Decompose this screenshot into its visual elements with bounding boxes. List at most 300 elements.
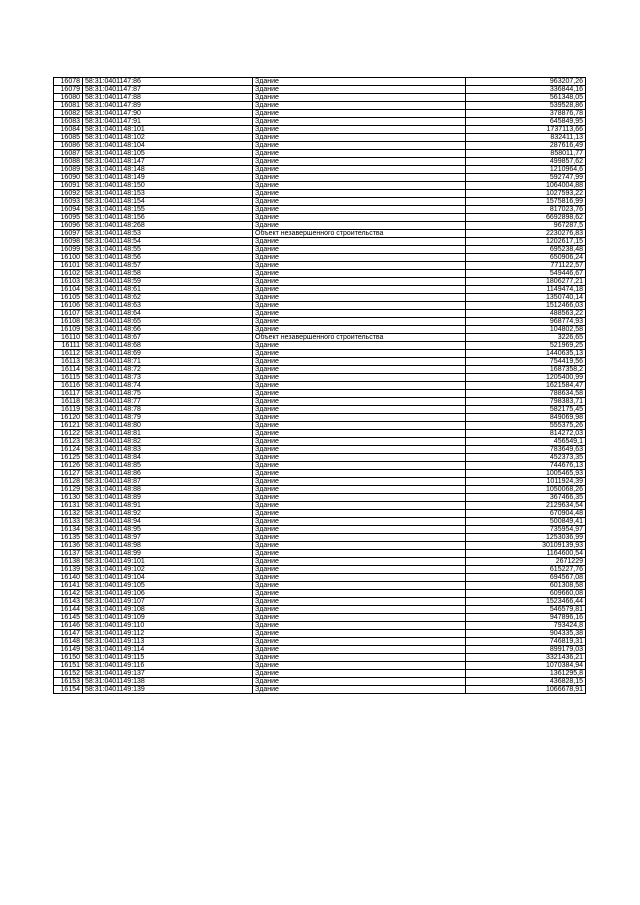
table-row [54, 590, 586, 598]
object-type-cell: Здание [253, 582, 466, 590]
cadastral-number-cell: 58:31:0401148:57 [83, 262, 253, 270]
cadastral-value-cell: 899179,03 [466, 646, 586, 654]
cadastral-value-cell: 735954,97 [466, 526, 586, 534]
row-number-cell: 16099 [54, 246, 83, 254]
table-row [54, 430, 586, 438]
cadastral-number-cell: 58:31:0401149:107 [83, 598, 253, 606]
cadastral-number-cell: 58:31:0401149:114 [83, 646, 253, 654]
row-number-cell: 16112 [54, 350, 83, 358]
row-number-cell: 16147 [54, 630, 83, 638]
cadastral-number-cell: 58:31:0401147:88 [83, 94, 253, 102]
table-row [54, 598, 586, 606]
cadastral-number-cell: 58:31:0401148:101 [83, 126, 253, 134]
table-row [54, 214, 586, 222]
row-number-cell: 16078 [54, 78, 83, 86]
row-number-cell: 16138 [54, 558, 83, 566]
row-number-cell: 16127 [54, 470, 83, 478]
cadastral-value-cell: 1027593,22 [466, 190, 586, 198]
object-type-cell: Здание [253, 622, 466, 630]
object-type-cell: Здание [253, 86, 466, 94]
cadastral-number-cell: 58:31:0401148:67 [83, 334, 253, 342]
table-row [54, 262, 586, 270]
cadastral-value-cell: 1064004,88 [466, 182, 586, 190]
cadastral-number-cell: 58:31:0401148:148 [83, 166, 253, 174]
row-number-cell: 16134 [54, 526, 83, 534]
cadastral-number-cell: 58:31:0401149:113 [83, 638, 253, 646]
table-row [54, 526, 586, 534]
object-type-cell: Здание [253, 630, 466, 638]
table-body [54, 78, 586, 694]
row-number-cell: 16153 [54, 678, 83, 686]
object-type-cell: Здание [253, 422, 466, 430]
row-number-cell: 16125 [54, 454, 83, 462]
row-number-cell: 16109 [54, 326, 83, 334]
cadastral-number-cell: 58:31:0401148:59 [83, 278, 253, 286]
row-number-cell: 16086 [54, 142, 83, 150]
row-number-cell: 16131 [54, 502, 83, 510]
cadastral-value-cell: 1523466,44 [466, 598, 586, 606]
cadastral-value-cell: 1512466,03 [466, 302, 586, 310]
object-type-cell: Здание [253, 590, 466, 598]
cadastral-value-cell: 104802,58 [466, 326, 586, 334]
cadastral-value-cell: 582175,45 [466, 406, 586, 414]
row-number-cell: 16141 [54, 582, 83, 590]
cadastral-value-cell: 798383,71 [466, 398, 586, 406]
cadastral-number-cell: 58:31:0401148:63 [83, 302, 253, 310]
cadastral-number-cell: 58:31:0401148:74 [83, 382, 253, 390]
row-number-cell: 16090 [54, 174, 83, 182]
row-number-cell: 16119 [54, 406, 83, 414]
row-number-cell: 16136 [54, 542, 83, 550]
object-type-cell: Здание [253, 654, 466, 662]
cadastral-number-cell: 58:31:0401147:91 [83, 118, 253, 126]
row-number-cell: 16121 [54, 422, 83, 430]
row-number-cell: 16114 [54, 366, 83, 374]
table-row [54, 678, 586, 686]
table-row [54, 326, 586, 334]
object-type-cell: Здание [253, 558, 466, 566]
table-row [54, 462, 586, 470]
table-row [54, 638, 586, 646]
object-type-cell: Здание [253, 270, 466, 278]
cadastral-number-cell: 58:31:0401149:106 [83, 590, 253, 598]
cadastral-value-cell: 1205400,99 [466, 374, 586, 382]
table-row [54, 518, 586, 526]
row-number-cell: 16088 [54, 158, 83, 166]
object-type-cell: Здание [253, 342, 466, 350]
row-number-cell: 16135 [54, 534, 83, 542]
cadastral-number-cell: 58:31:0401148:69 [83, 350, 253, 358]
cadastral-number-cell: 58:31:0401148:54 [83, 238, 253, 246]
cadastral-value-cell: 1202617,15 [466, 238, 586, 246]
row-number-cell: 16144 [54, 606, 83, 614]
table-row [54, 118, 586, 126]
table-row [54, 86, 586, 94]
cadastral-value-cell: 546579,81 [466, 606, 586, 614]
cadastral-value-cell: 1687358,2 [466, 366, 586, 374]
table-row [54, 198, 586, 206]
table-row [54, 206, 586, 214]
row-number-cell: 16084 [54, 126, 83, 134]
object-type-cell: Здание [253, 286, 466, 294]
table-row [54, 654, 586, 662]
table-row [54, 238, 586, 246]
table-row [54, 302, 586, 310]
row-number-cell: 16132 [54, 510, 83, 518]
table-row [54, 622, 586, 630]
object-type-cell: Здание [253, 670, 466, 678]
cadastral-number-cell: 58:31:0401148:97 [83, 534, 253, 542]
row-number-cell: 16137 [54, 550, 83, 558]
table-row [54, 254, 586, 262]
object-type-cell: Здание [253, 438, 466, 446]
cadastral-value-cell: 858011,77 [466, 150, 586, 158]
cadastral-number-cell: 58:31:0401148:56 [83, 254, 253, 262]
cadastral-number-cell: 58:31:0401148:71 [83, 358, 253, 366]
cadastral-number-cell: 58:31:0401148:156 [83, 214, 253, 222]
table-row [54, 158, 586, 166]
object-type-cell: Здание [253, 638, 466, 646]
row-number-cell: 16111 [54, 342, 83, 350]
cadastral-value-cell: 2230276,83 [466, 230, 586, 238]
cadastral-value-cell: 904335,38 [466, 630, 586, 638]
cadastral-number-cell: 58:31:0401148:83 [83, 446, 253, 454]
table-row [54, 478, 586, 486]
object-type-cell: Здание [253, 502, 466, 510]
object-type-cell: Здание [253, 214, 466, 222]
cadastral-number-cell: 58:31:0401148:65 [83, 318, 253, 326]
row-number-cell: 16081 [54, 102, 83, 110]
table-row [54, 406, 586, 414]
cadastral-value-cell: 1575816,99 [466, 198, 586, 206]
row-number-cell: 16103 [54, 278, 83, 286]
table-row [54, 582, 586, 590]
object-type-cell: Здание [253, 174, 466, 182]
object-type-cell: Здание [253, 614, 466, 622]
cadastral-value-cell: 336844,16 [466, 86, 586, 94]
cadastral-number-cell: 58:31:0401149:101 [83, 558, 253, 566]
cadastral-value-cell: 1210964,6 [466, 166, 586, 174]
cadastral-value-cell: 650906,24 [466, 254, 586, 262]
table-row [54, 382, 586, 390]
object-type-cell: Здание [253, 598, 466, 606]
cadastral-value-cell: 788634,58 [466, 390, 586, 398]
object-type-cell: Здание [253, 190, 466, 198]
table-row [54, 358, 586, 366]
cadastral-value-cell: 615227,76 [466, 566, 586, 574]
row-number-cell: 16152 [54, 670, 83, 678]
cadastral-value-cell: 1350740,14 [466, 294, 586, 302]
cadastral-number-cell: 58:31:0401149:115 [83, 654, 253, 662]
table-row [54, 502, 586, 510]
table-row [54, 630, 586, 638]
cadastral-number-cell: 58:31:0401148:88 [83, 486, 253, 494]
row-number-cell: 16129 [54, 486, 83, 494]
object-type-cell: Объект незавершенного строительства [253, 230, 466, 238]
cadastral-number-cell: 58:31:0401148:78 [83, 406, 253, 414]
cadastral-value-cell: 500849,41 [466, 518, 586, 526]
cadastral-value-cell: 1806277,21 [466, 278, 586, 286]
cadastral-value-cell: 601308,58 [466, 582, 586, 590]
table-row [54, 374, 586, 382]
cadastral-number-cell: 58:31:0401148:84 [83, 454, 253, 462]
row-number-cell: 16140 [54, 574, 83, 582]
cadastral-value-cell: 744676,13 [466, 462, 586, 470]
cadastral-value-cell: 539528,86 [466, 102, 586, 110]
object-type-cell: Здание [253, 526, 466, 534]
table-row [54, 390, 586, 398]
cadastral-value-cell: 1737113,66 [466, 126, 586, 134]
cadastral-number-cell: 58:31:0401148:73 [83, 374, 253, 382]
cadastral-number-cell: 58:31:0401149:108 [83, 606, 253, 614]
cadastral-number-cell: 58:31:0401147:86 [83, 78, 253, 86]
cadastral-value-table [53, 77, 586, 694]
table-row [54, 414, 586, 422]
cadastral-value-cell: 694567,08 [466, 574, 586, 582]
cadastral-value-cell: 30109139,93 [466, 542, 586, 550]
object-type-cell: Здание [253, 326, 466, 334]
object-type-cell: Здание [253, 662, 466, 670]
table-row [54, 494, 586, 502]
row-number-cell: 16120 [54, 414, 83, 422]
table-row [54, 454, 586, 462]
table-row [54, 134, 586, 142]
cadastral-number-cell: 58:31:0401147:89 [83, 102, 253, 110]
cadastral-number-cell: 58:31:0401149:112 [83, 630, 253, 638]
object-type-cell: Здание [253, 150, 466, 158]
cadastral-number-cell: 58:31:0401147:90 [83, 110, 253, 118]
cadastral-value-cell: 2129634,54 [466, 502, 586, 510]
cadastral-number-cell: 58:31:0401148:104 [83, 142, 253, 150]
table-row [54, 270, 586, 278]
object-type-cell: Здание [253, 254, 466, 262]
object-type-cell: Здание [253, 606, 466, 614]
object-type-cell: Здание [253, 454, 466, 462]
cadastral-value-cell: 2671229 [466, 558, 586, 566]
row-number-cell: 16091 [54, 182, 83, 190]
cadastral-value-cell: 609660,08 [466, 590, 586, 598]
table-row [54, 334, 586, 342]
row-number-cell: 16130 [54, 494, 83, 502]
row-number-cell: 16096 [54, 222, 83, 230]
cadastral-value-cell: 783649,63 [466, 446, 586, 454]
row-number-cell: 16092 [54, 190, 83, 198]
row-number-cell: 16115 [54, 374, 83, 382]
object-type-cell: Здание [253, 494, 466, 502]
table-row [54, 510, 586, 518]
row-number-cell: 16089 [54, 166, 83, 174]
cadastral-value-cell: 817023,76 [466, 206, 586, 214]
object-type-cell: Здание [253, 486, 466, 494]
row-number-cell: 16118 [54, 398, 83, 406]
object-type-cell: Здание [253, 462, 466, 470]
table-row [54, 166, 586, 174]
row-number-cell: 16079 [54, 86, 83, 94]
cadastral-number-cell: 58:31:0401148:105 [83, 150, 253, 158]
cadastral-value-cell: 947896,16 [466, 614, 586, 622]
cadastral-number-cell: 58:31:0401149:138 [83, 678, 253, 686]
cadastral-value-cell: 452373,35 [466, 454, 586, 462]
object-type-cell: Здание [253, 182, 466, 190]
cadastral-number-cell: 58:31:0401148:82 [83, 438, 253, 446]
cadastral-number-cell: 58:31:0401148:92 [83, 510, 253, 518]
object-type-cell: Здание [253, 470, 466, 478]
object-type-cell: Здание [253, 238, 466, 246]
object-type-cell: Здание [253, 246, 466, 254]
row-number-cell: 16110 [54, 334, 83, 342]
row-number-cell: 16139 [54, 566, 83, 574]
cadastral-value-cell: 746819,31 [466, 638, 586, 646]
object-type-cell: Здание [253, 222, 466, 230]
row-number-cell: 16123 [54, 438, 83, 446]
cadastral-value-cell: 561348,05 [466, 94, 586, 102]
cadastral-number-cell: 58:31:0401148:147 [83, 158, 253, 166]
table-row [54, 398, 586, 406]
table-row [54, 558, 586, 566]
row-number-cell: 16117 [54, 390, 83, 398]
cadastral-number-cell: 58:31:0401148:72 [83, 366, 253, 374]
cadastral-number-cell: 58:31:0401148:89 [83, 494, 253, 502]
cadastral-number-cell: 58:31:0401149:104 [83, 574, 253, 582]
object-type-cell: Здание [253, 646, 466, 654]
row-number-cell: 16104 [54, 286, 83, 294]
table-row [54, 550, 586, 558]
cadastral-value-cell: 1621584,47 [466, 382, 586, 390]
row-number-cell: 16143 [54, 598, 83, 606]
row-number-cell: 16108 [54, 318, 83, 326]
cadastral-value-cell: 549446,67 [466, 270, 586, 278]
object-type-cell: Здание [253, 110, 466, 118]
cadastral-number-cell: 58:31:0401148:81 [83, 430, 253, 438]
object-type-cell: Здание [253, 78, 466, 86]
object-type-cell: Здание [253, 94, 466, 102]
cadastral-number-cell: 58:31:0401148:95 [83, 526, 253, 534]
cadastral-value-cell: 793424,8 [466, 622, 586, 630]
cadastral-value-cell: 3321436,21 [466, 654, 586, 662]
cadastral-number-cell: 58:31:0401148:77 [83, 398, 253, 406]
table-row [54, 686, 586, 694]
cadastral-value-cell: 1070384,94 [466, 662, 586, 670]
table-row [54, 78, 586, 86]
object-type-cell: Здание [253, 686, 466, 694]
table-row [54, 310, 586, 318]
table-row [54, 646, 586, 654]
cadastral-number-cell: 58:31:0401149:139 [83, 686, 253, 694]
row-number-cell: 16080 [54, 94, 83, 102]
object-type-cell: Здание [253, 158, 466, 166]
cadastral-value-cell: 754419,56 [466, 358, 586, 366]
cadastral-value-cell: 963207,26 [466, 78, 586, 86]
table-row [54, 110, 586, 118]
cadastral-value-cell: 3226,65 [466, 334, 586, 342]
object-type-cell: Здание [253, 350, 466, 358]
cadastral-value-cell: 645849,95 [466, 118, 586, 126]
cadastral-number-cell: 58:31:0401149:137 [83, 670, 253, 678]
cadastral-value-cell: 436828,15 [466, 678, 586, 686]
cadastral-value-cell: 849069,98 [466, 414, 586, 422]
cadastral-value-table-page [53, 77, 585, 694]
cadastral-number-cell: 58:31:0401148:64 [83, 310, 253, 318]
cadastral-value-cell: 1005465,93 [466, 470, 586, 478]
cadastral-number-cell: 58:31:0401149:109 [83, 614, 253, 622]
table-row [54, 670, 586, 678]
cadastral-value-cell: 378876,78 [466, 110, 586, 118]
table-row [54, 142, 586, 150]
object-type-cell: Здание [253, 574, 466, 582]
object-type-cell: Здание [253, 550, 466, 558]
object-type-cell: Здание [253, 294, 466, 302]
cadastral-number-cell: 58:31:0401147:87 [83, 86, 253, 94]
cadastral-number-cell: 58:31:0401148:98 [83, 542, 253, 550]
cadastral-number-cell: 58:31:0401148:155 [83, 206, 253, 214]
cadastral-number-cell: 58:31:0401148:61 [83, 286, 253, 294]
object-type-cell: Здание [253, 318, 466, 326]
row-number-cell: 16145 [54, 614, 83, 622]
object-type-cell: Здание [253, 446, 466, 454]
row-number-cell: 16107 [54, 310, 83, 318]
row-number-cell: 16082 [54, 110, 83, 118]
table-row [54, 182, 586, 190]
object-type-cell: Здание [253, 102, 466, 110]
cadastral-number-cell: 58:31:0401148:268 [83, 222, 253, 230]
cadastral-number-cell: 58:31:0401148:149 [83, 174, 253, 182]
cadastral-number-cell: 58:31:0401148:68 [83, 342, 253, 350]
row-number-cell: 16098 [54, 238, 83, 246]
cadastral-number-cell: 58:31:0401148:94 [83, 518, 253, 526]
cadastral-number-cell: 58:31:0401148:154 [83, 198, 253, 206]
cadastral-number-cell: 58:31:0401148:150 [83, 182, 253, 190]
object-type-cell: Здание [253, 678, 466, 686]
row-number-cell: 16085 [54, 134, 83, 142]
row-number-cell: 16133 [54, 518, 83, 526]
cadastral-number-cell: 58:31:0401149:116 [83, 662, 253, 670]
cadastral-value-cell: 499857,62 [466, 158, 586, 166]
row-number-cell: 16149 [54, 646, 83, 654]
object-type-cell: Здание [253, 518, 466, 526]
row-number-cell: 16102 [54, 270, 83, 278]
cadastral-value-cell: 456549,1 [466, 438, 586, 446]
cadastral-value-cell: 1164600,54 [466, 550, 586, 558]
object-type-cell: Здание [253, 414, 466, 422]
cadastral-value-cell: 521969,25 [466, 342, 586, 350]
object-type-cell: Здание [253, 166, 466, 174]
cadastral-value-cell: 1149474,18 [466, 286, 586, 294]
cadastral-value-cell: 968774,93 [466, 318, 586, 326]
cadastral-value-cell: 1253036,99 [466, 534, 586, 542]
cadastral-value-cell: 1361295,8 [466, 670, 586, 678]
cadastral-value-cell: 1011924,39 [466, 478, 586, 486]
row-number-cell: 16093 [54, 198, 83, 206]
cadastral-value-cell: 771122,57 [466, 262, 586, 270]
cadastral-number-cell: 58:31:0401149:102 [83, 566, 253, 574]
table-row [54, 190, 586, 198]
object-type-cell: Здание [253, 310, 466, 318]
cadastral-value-cell: 832411,13 [466, 134, 586, 142]
cadastral-number-cell: 58:31:0401148:153 [83, 190, 253, 198]
row-number-cell: 16087 [54, 150, 83, 158]
cadastral-value-cell: 1066678,91 [466, 686, 586, 694]
cadastral-value-cell: 1050068,26 [466, 486, 586, 494]
row-number-cell: 16126 [54, 462, 83, 470]
object-type-cell: Здание [253, 374, 466, 382]
row-number-cell: 16128 [54, 478, 83, 486]
object-type-cell: Здание [253, 366, 466, 374]
table-row [54, 542, 586, 550]
row-number-cell: 16146 [54, 622, 83, 630]
table-row [54, 102, 586, 110]
row-number-cell: 16151 [54, 662, 83, 670]
table-row [54, 422, 586, 430]
